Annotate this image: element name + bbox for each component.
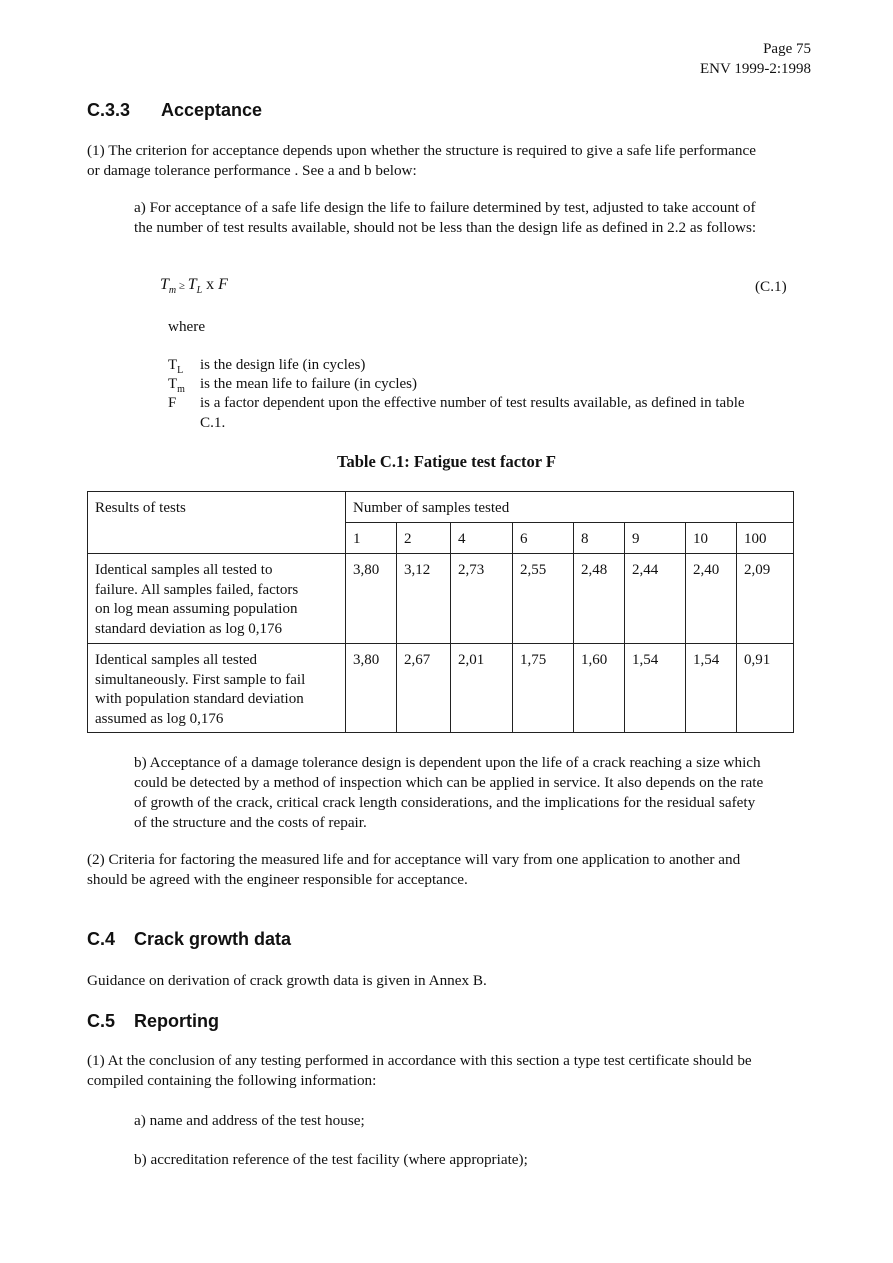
row-label-line: simultaneously. First sample to fail [95,671,306,688]
table-cell: 2,09 [737,554,794,644]
reporting-para1-line2: compiled containing the following information: [87,1072,377,1089]
row-label-line: failure. All samples failed, factors [95,581,299,598]
table-cell: 2,01 [451,644,513,733]
table-cell: 1,54 [625,644,686,733]
table-cell: 2,73 [451,554,513,644]
table-cell: 0,91 [737,644,794,733]
definition-tm-sub: m [177,384,185,395]
page-number: Page 75 [763,41,811,57]
item-a-line2: the number of test results available, should not be less than the design life as defined in 2.2 as follows: [134,219,757,236]
definition-f-symbol: F [168,395,177,411]
table-row-label [88,554,346,644]
section-number-c33: C.3.3 [87,100,131,120]
equation-c1: $T_m \ge T_L$ x F [160,276,228,297]
table-cell: 2,55 [513,554,574,644]
fatigue-factor-table [87,491,794,733]
reporting-item-a: a) name and address of the test house; [134,1112,365,1129]
row-label-line: with population standard deviation [95,691,304,707]
table-sample-count: 4 [451,523,513,554]
table-cell: 2,44 [625,554,686,644]
acceptance-para2-line2: should be agreed with the engineer responsible for acceptance. [87,871,468,888]
table-sample-count: 10 [686,523,737,554]
item-b-line4: of the structure and the costs of repair. [134,814,367,831]
table-header-results: Results of tests [88,492,346,554]
definition-tl-text: is the design life (in cycles) [200,357,366,373]
definition-tm-symbol: T [168,376,178,392]
section-number-c5: C.5 [87,1011,116,1031]
item-b-line2: could be detected by a method of inspection which can be applied in service. It also depends on the rate [134,774,764,791]
table-sample-count: 6 [513,523,574,554]
item-a-line1: a) For acceptance of a safe life design the life to failure determined by test, adjusted to take account of [134,199,756,216]
table-cell: 1,60 [574,644,625,733]
table-cell: 2,48 [574,554,625,644]
acceptance-para1-line1: (1) The criterion for acceptance depends upon whether the structure is required to give a safe life performance [87,142,756,159]
table-caption: Table C.1: Fatigue test factor F [336,452,557,471]
crack-growth-text: Guidance on derivation of crack growth data is given in Annex B. [87,972,487,989]
table-cell: 3,80 [346,644,397,733]
section-title-acceptance: Acceptance [161,100,263,120]
table-cell: 1,54 [686,644,737,733]
table-sample-count: 8 [574,523,625,554]
reporting-para1-line1: (1) At the conclusion of any testing performed in accordance with this section a type test certificate should be [87,1052,752,1069]
table-cell: 3,80 [346,554,397,644]
definition-f-continuation: C.1. [200,414,226,431]
acceptance-para2-line1: (2) Criteria for factoring the measured life and for acceptance will vary from one application to another and [87,851,741,868]
table-cell: 2,40 [686,554,737,644]
definition-f-text: is a factor dependent upon the effective number of test results available, as defined in table [200,395,745,411]
table-sample-count: 9 [625,523,686,554]
definition-f [168,394,745,413]
table-row [88,644,794,733]
definition-tm-text: is the mean life to failure (in cycles) [200,376,417,392]
table-cell: 2,67 [397,644,451,733]
equation-reference: (C.1) [755,278,787,295]
where-label: where [168,318,206,335]
section-title-crack-growth: Crack growth data [134,929,292,949]
table-sample-count: 100 [737,523,794,554]
item-b-line3: of growth of the crack, critical crack length considerations, and the implications for the residual safety [134,794,756,811]
row-label-line: standard deviation as log 0,176 [95,620,283,637]
table-cell: 1,75 [513,644,574,733]
row-label-line: assumed as log 0,176 [95,710,224,727]
row-label-line: on log mean assuming population [95,601,298,617]
table-row-label [88,644,346,733]
definition-tl-sub: L [177,365,184,376]
definition-tl-symbol: T [168,357,178,373]
row-label-line: Identical samples all tested [95,652,258,668]
table-sample-count: 2 [397,523,451,554]
table-header-samples: Number of samples tested [346,492,794,523]
standard-reference: ENV 1999-2:1998 [700,61,811,77]
reporting-item-b: b) accreditation reference of the test facility (where appropriate); [134,1151,528,1168]
table-row [88,554,794,644]
section-number-c4: C.4 [87,929,116,949]
item-b-line1: b) Acceptance of a damage tolerance design is dependent upon the life of a crack reaching a size which [134,754,761,771]
table-sample-count: 1 [346,523,397,554]
table-cell: 3,12 [397,554,451,644]
section-title-reporting: Reporting [134,1011,219,1031]
acceptance-para1-line2: or damage tolerance performance . See a and b below: [87,162,417,179]
row-label-line: Identical samples all tested to [95,562,273,578]
